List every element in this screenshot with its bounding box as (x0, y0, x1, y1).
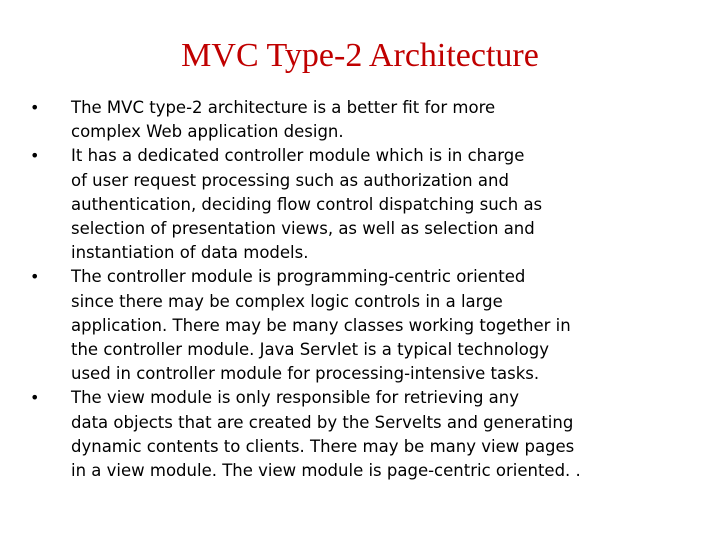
bullet-dot-icon: • (30, 388, 40, 408)
bullet-dot-icon: • (30, 267, 40, 287)
bullet-text: The MVC type-2 architecture is a better fit for more complex Web application design. (71, 98, 496, 142)
bullet-dot-icon: • (30, 146, 40, 166)
bullet-text: It has a dedicated controller module which is in charge of user request processing such as authorization and authentication, deciding flow control dispatching such as selection of presentation views, as well as selection and instantiation of data models. (71, 146, 543, 263)
bullet-dot-icon: • (30, 98, 40, 117)
bullet-item (30, 386, 670, 483)
bullet-list (30, 96, 670, 483)
bullet-text: The view module is only responsible for retrieving any data objects that are created by the Servelts and generating dynamic contents to clients. There may be many view pages in a view module. The view module is page-centric oriented. . (71, 388, 581, 481)
bullet-item (30, 144, 670, 265)
slide-title: MVC Type-2 Architecture (181, 37, 539, 74)
bullet-item (30, 265, 670, 386)
bullet-item (30, 96, 670, 144)
bullet-text: The controller module is programming-centric oriented since there may be complex logic controls in a large application. There may be many classes working together in the controller module. Java Servlet is a typical technology used in controller module for processing-intensive tasks. (71, 267, 571, 384)
